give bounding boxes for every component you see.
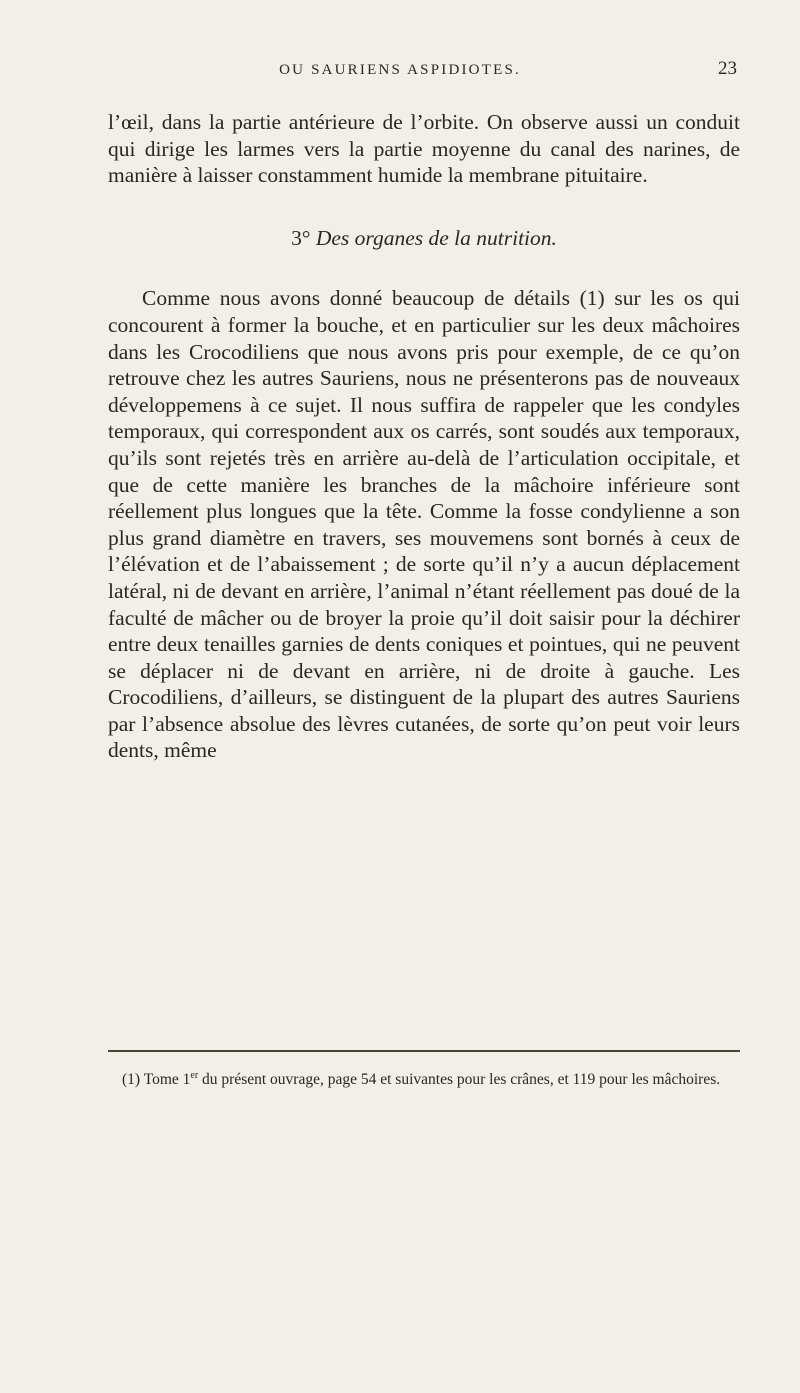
section-number: 3° bbox=[291, 225, 311, 250]
paragraph-main: Comme nous avons donné beaucoup de détails (1) sur les os qui concourent à former la bouche, et en particulier sur les deux mâchoires dans les Crocodiliens que nous avons pris pour exemple, de ce qu’on retrouve chez les autres Sauriens, nous ne présenterons pas de nouveaux développemens à ce sujet. Il nous suffira de rappeler que les condyles temporaux, qui correspondent aux os carrés, sont soudés aux temporaux, qu’ils sont rejetés très en arrière au-delà de l’articulation occipitale, et que de cette manière les branches de la mâchoire inférieure sont réellement plus longues que la tête. Comme la fosse condylienne a son plus grand diamètre en travers, ses mouvemens sont bornés à ceux de l’élévation et de l’abaissement ; de sorte qu’il n’y a aucun déplacement latéral, ni de devant en arrière, l’animal n’étant réellement pas doué de la faculté de mâcher ou de broyer la proie qu’il doit saisir pour la déchirer entre deux tenailles garnies de dents coniques et pointues, qui ne peuvent se déplacer ni de devant en arrière, ni de droite à gauche. Les Crocodiliens, d’ailleurs, se distinguent de la plupart des autres Sauriens par l’absence absolue des lèvres cutanées, de sorte qu’on peut voir leurs dents, même bbox=[108, 286, 740, 763]
footnote bbox=[108, 1066, 740, 1089]
section-heading bbox=[108, 225, 740, 252]
footnote-text-start: Tome 1 bbox=[143, 1071, 191, 1089]
page-number: 23 bbox=[718, 58, 737, 79]
running-head bbox=[0, 58, 800, 86]
paragraph-intro: l’œil, dans la partie antérieure de l’orbite. On observe aussi un conduit qui dirige les larmes vers la partie moyenne du canal des narines, de manière à laisser constamment humide la membrane pituitaire. bbox=[108, 110, 740, 188]
footnote-superscript: er bbox=[190, 1070, 199, 1081]
footnote-text-end: du présent ouvrage, page 54 et suivantes pour les crânes, et 119 pour les mâchoires. bbox=[198, 1071, 721, 1089]
body-text bbox=[108, 109, 740, 764]
footnote-rule bbox=[108, 1050, 740, 1052]
section-title: Des organes de la nutrition. bbox=[315, 225, 557, 250]
running-head-title: OU SAURIENS ASPIDIOTES. bbox=[279, 62, 521, 78]
footnote-marker: (1) bbox=[122, 1071, 141, 1089]
